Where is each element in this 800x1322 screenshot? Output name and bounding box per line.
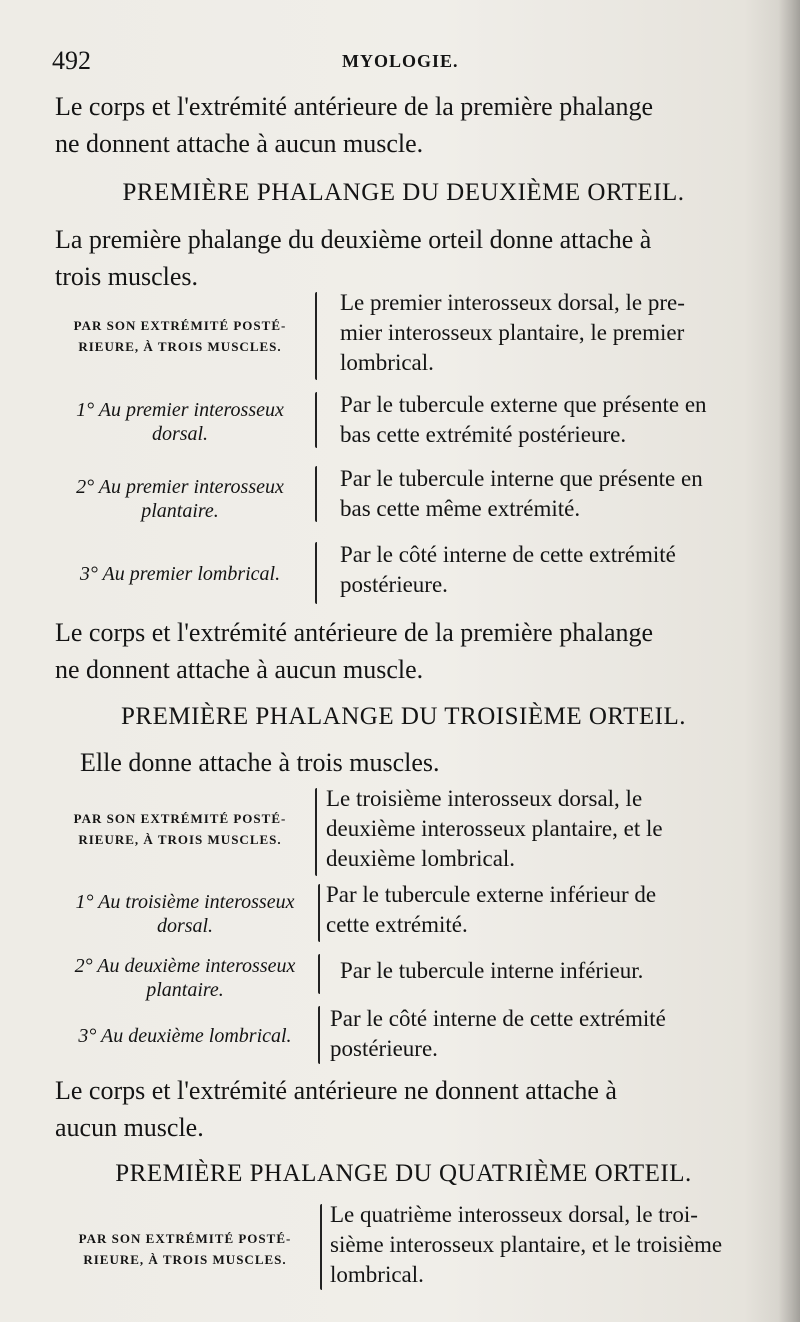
desc-line: mier interosseux plantaire, le premier bbox=[340, 320, 685, 345]
text-line: Elle donne attache à trois muscles. bbox=[80, 748, 440, 777]
page-number: 492 bbox=[52, 46, 91, 75]
muscle-label bbox=[55, 398, 305, 446]
desc-line: lombrical. bbox=[330, 1262, 424, 1287]
attachment-description bbox=[330, 1004, 666, 1064]
label-line: RIEURE, À TROIS MUSCLES. bbox=[78, 832, 282, 847]
brace bbox=[318, 884, 320, 942]
paragraph bbox=[55, 1072, 752, 1146]
text-line: Le corps et l'extrémité antérieure ne donnent attache à bbox=[55, 1076, 617, 1105]
label-line: PAR SON EXTRÉMITÉ POSTÉ- bbox=[78, 1231, 292, 1246]
text-line: La première phalange du deuxième orteil donne attache à bbox=[55, 225, 652, 254]
attachment-description bbox=[340, 956, 643, 986]
text-line: ne donnent attache à aucun muscle. bbox=[55, 655, 424, 684]
label-line: dorsal. bbox=[151, 423, 209, 445]
page-edge-shadow bbox=[778, 0, 800, 1322]
text-line: trois muscles. bbox=[55, 262, 198, 291]
label-line: 2° Au deuxième interosseux bbox=[74, 955, 296, 977]
group-label bbox=[55, 1228, 315, 1270]
section-heading: PREMIÈRE PHALANGE DU TROISIÈME ORTEIL. bbox=[121, 703, 686, 730]
label-line: PAR SON EXTRÉMITÉ POSTÉ- bbox=[73, 318, 287, 333]
brace bbox=[318, 954, 320, 994]
muscle-label bbox=[55, 890, 315, 938]
attachment-description bbox=[330, 1200, 722, 1290]
desc-line: Par le côté interne de cette extrémité bbox=[330, 1006, 666, 1031]
text-line: Le corps et l'extrémité antérieure de la première phalange bbox=[55, 618, 654, 647]
text-line: Le corps et l'extrémité antérieure de la première phalange bbox=[55, 92, 654, 121]
desc-line: deuxième lombrical. bbox=[326, 846, 516, 871]
attachment-description bbox=[340, 390, 707, 450]
desc-line: Le premier interosseux dorsal, le pre- bbox=[340, 290, 685, 315]
desc-line: Par le tubercule interne inférieur. bbox=[340, 958, 644, 983]
muscle-label bbox=[55, 475, 305, 523]
desc-line: Le quatrième interosseux dorsal, le troi- bbox=[330, 1202, 698, 1227]
label-line: dorsal. bbox=[156, 915, 214, 937]
text-line: ne donnent attache à aucun muscle. bbox=[55, 129, 424, 158]
group-label bbox=[55, 315, 305, 357]
label-line: RIEURE, À TROIS MUSCLES. bbox=[83, 1252, 287, 1267]
label-line: PAR SON EXTRÉMITÉ POSTÉ- bbox=[73, 811, 287, 826]
desc-line: sième interosseux plantaire, et le troisième bbox=[330, 1232, 723, 1257]
brace bbox=[315, 466, 317, 522]
desc-line: postérieure. bbox=[340, 572, 448, 597]
desc-line: Par le tubercule externe que présente en bbox=[340, 392, 707, 417]
muscle-label bbox=[55, 954, 315, 1002]
muscle-label bbox=[55, 1024, 315, 1048]
brace bbox=[320, 1204, 322, 1290]
desc-line: Par le côté interne de cette extrémité bbox=[340, 542, 676, 567]
label-line: 1° Au premier interosseux bbox=[76, 399, 284, 421]
brace bbox=[315, 392, 317, 448]
label-line: 2° Au premier interosseux bbox=[76, 476, 284, 498]
desc-line: bas cette même extrémité. bbox=[340, 496, 581, 521]
muscle-label bbox=[55, 562, 305, 586]
paragraph bbox=[55, 88, 752, 162]
attachment-description bbox=[340, 540, 676, 600]
attachment-description bbox=[340, 464, 703, 524]
desc-line: bas cette extrémité postérieure. bbox=[340, 422, 627, 447]
brace bbox=[315, 292, 317, 380]
running-header bbox=[52, 46, 742, 76]
brace bbox=[315, 542, 317, 604]
desc-line: Par le tubercule externe inférieur de bbox=[326, 882, 657, 907]
section-heading: PREMIÈRE PHALANGE DU QUATRIÈME ORTEIL. bbox=[115, 1160, 692, 1187]
text-line: aucun muscle. bbox=[55, 1113, 204, 1142]
label-line: 1° Au troisième interosseux bbox=[75, 891, 295, 913]
paragraph bbox=[55, 614, 752, 688]
attachment-description bbox=[326, 880, 656, 940]
desc-line: Le troisième interosseux dorsal, le bbox=[326, 786, 643, 811]
section-heading: PREMIÈRE PHALANGE DU DEUXIÈME ORTEIL. bbox=[122, 179, 685, 206]
label-line: plantaire. bbox=[141, 500, 219, 522]
paragraph bbox=[55, 221, 752, 295]
group-label bbox=[55, 808, 305, 850]
brace bbox=[318, 1006, 320, 1064]
attachment-description bbox=[340, 288, 685, 378]
brace bbox=[315, 788, 317, 876]
label-line: RIEURE, À TROIS MUSCLES. bbox=[78, 339, 282, 354]
desc-line: Par le tubercule interne que présente en bbox=[340, 466, 703, 491]
label-line: 3° Au deuxième lombrical. bbox=[78, 1025, 292, 1047]
running-title: MYOLOGIE. bbox=[342, 51, 459, 71]
desc-line: lombrical. bbox=[340, 350, 434, 375]
desc-line: cette extrémité. bbox=[326, 912, 468, 937]
desc-line: postérieure. bbox=[330, 1036, 438, 1061]
paragraph bbox=[80, 744, 752, 781]
label-line: 3° Au premier lombrical. bbox=[79, 563, 281, 585]
attachment-description bbox=[326, 784, 663, 874]
desc-line: deuxième interosseux plantaire, et le bbox=[326, 816, 663, 841]
label-line: plantaire. bbox=[146, 979, 224, 1001]
